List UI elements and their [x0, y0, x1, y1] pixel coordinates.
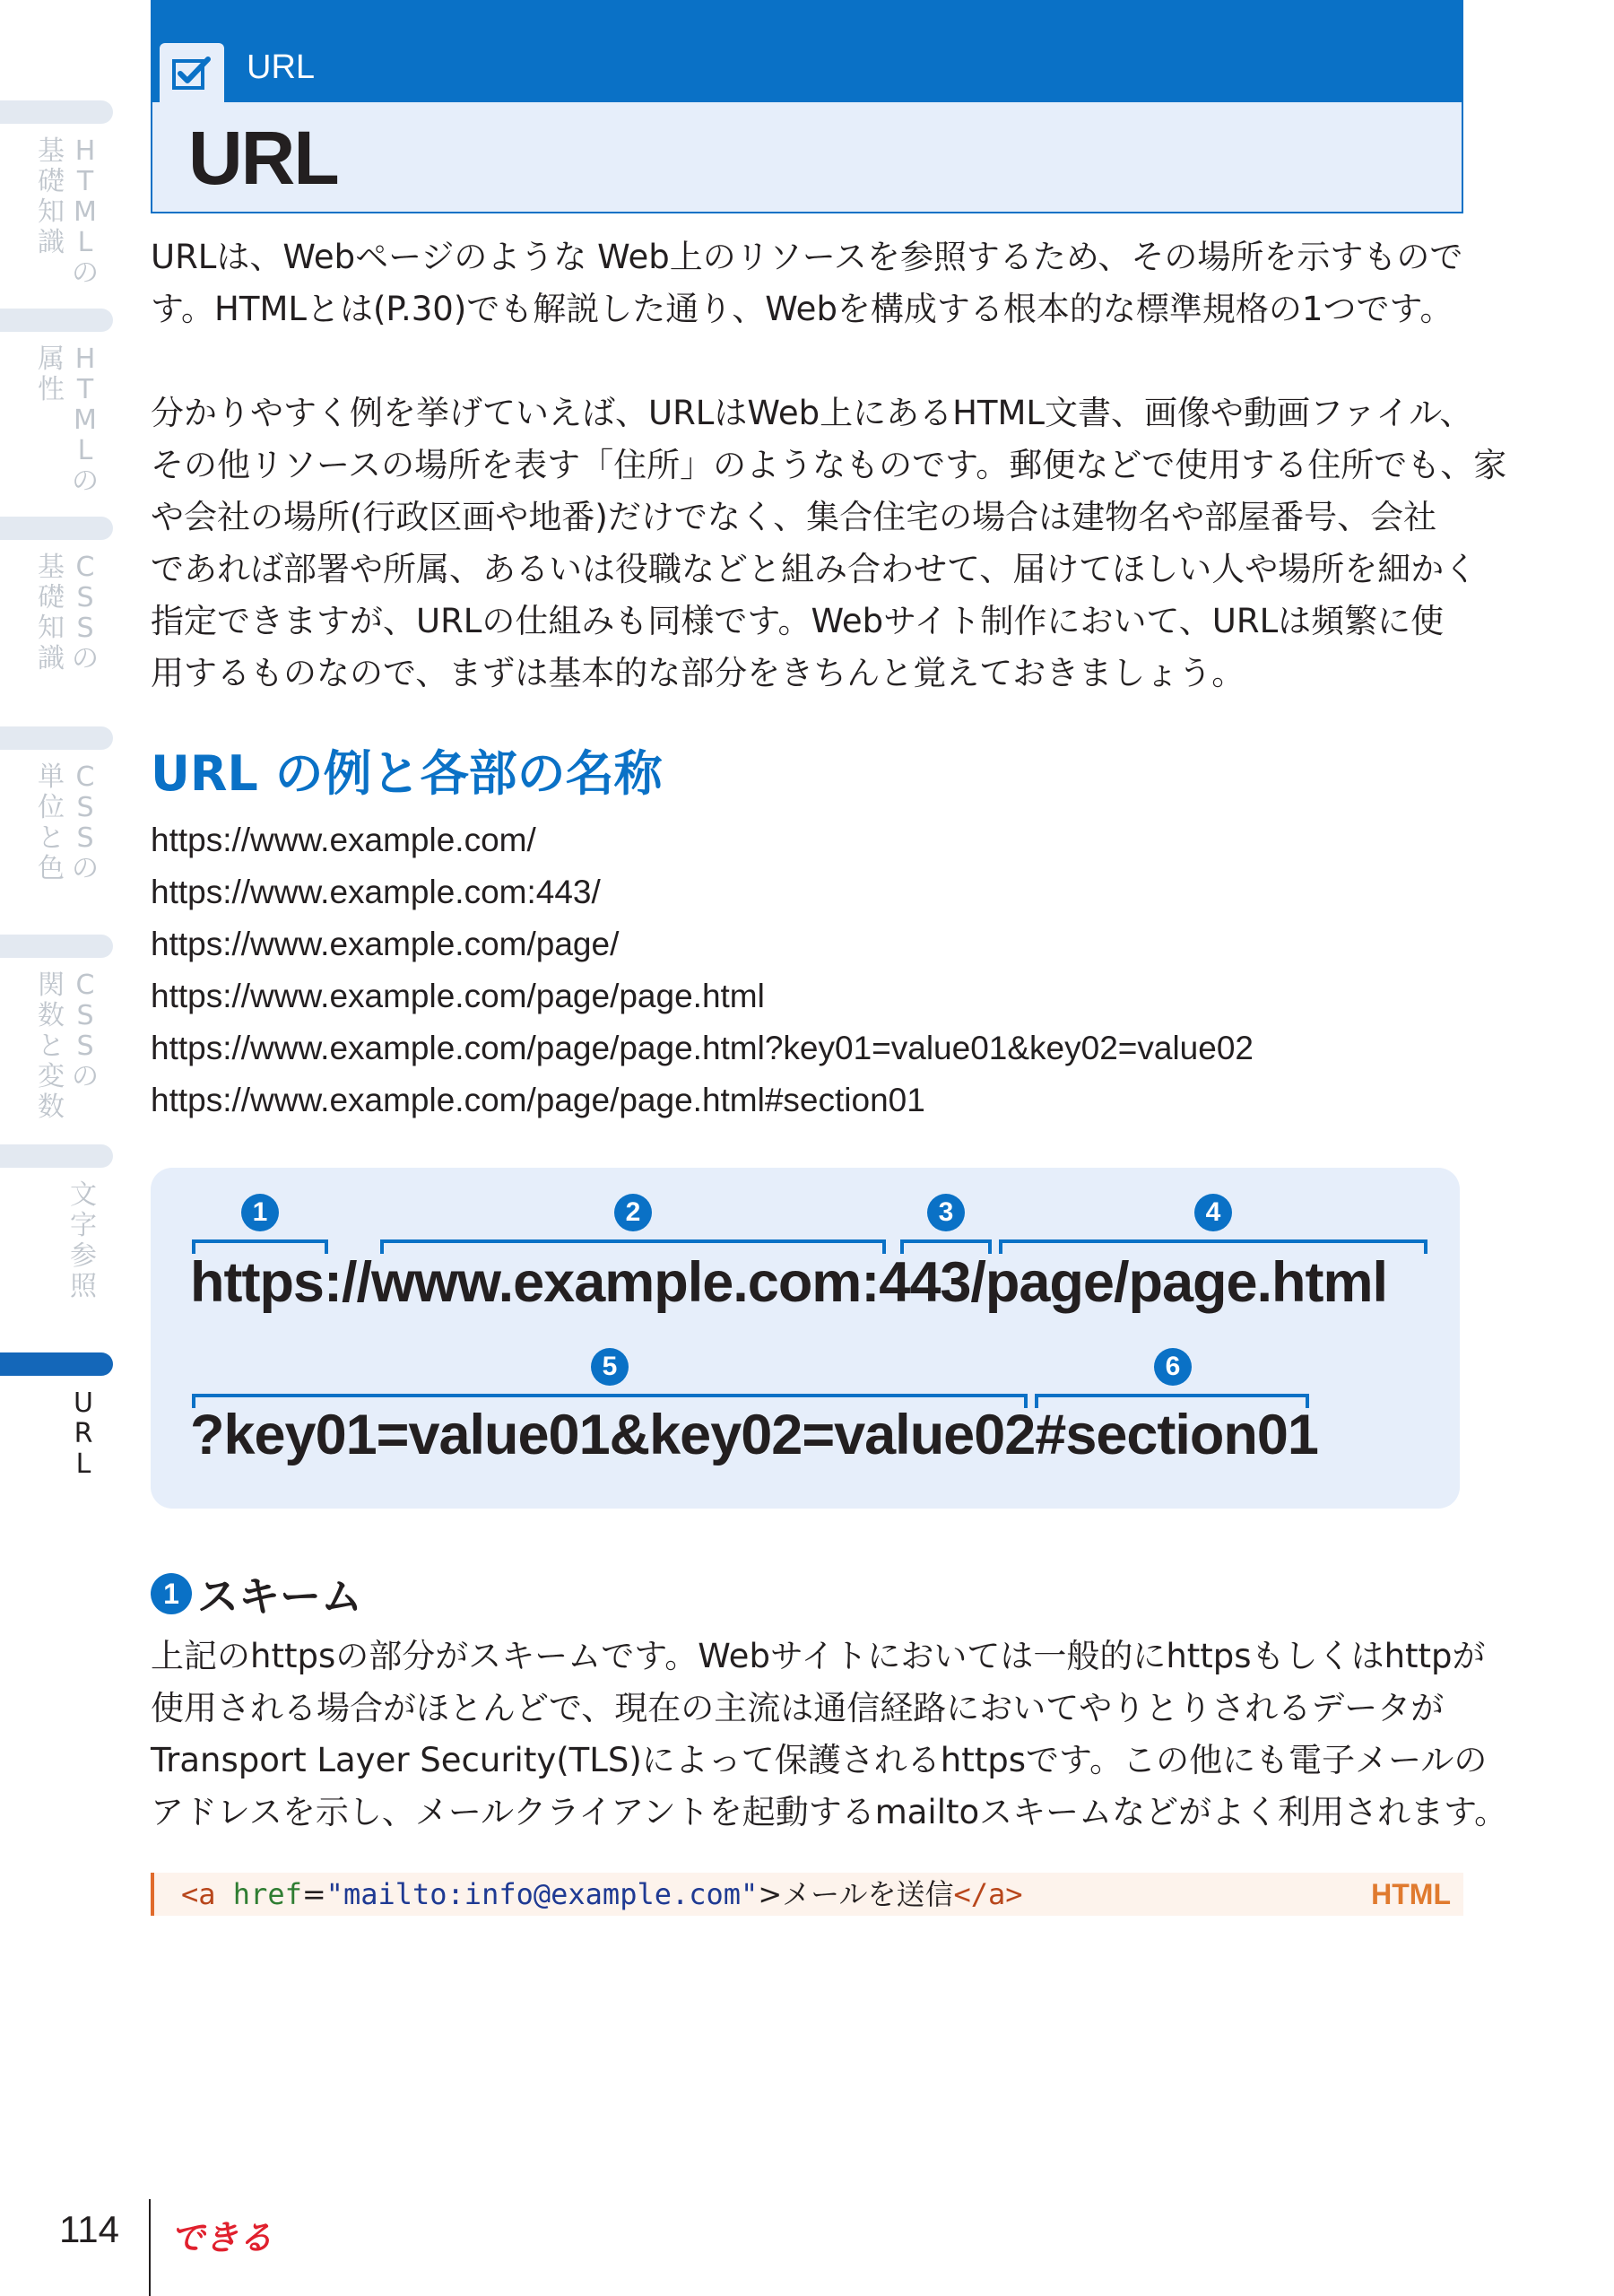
side-index-column: 関 数 と 変 数 [38, 970, 65, 1123]
side-index-bar [0, 1352, 113, 1376]
part-marker-2: 2 [625, 1197, 641, 1227]
side-index-column: C S S の [72, 761, 99, 884]
intro-line: URLは、Webページのような Web上のリソースを参照するため、その場所を示すもので [151, 238, 1463, 276]
explain-line: 分かりやすく例を挙げていえば、URLはWeb上にあるHTML文書、画像や動画ファイル、 [151, 394, 1473, 432]
intro-paragraph [151, 231, 1469, 335]
section-title-box [151, 102, 1463, 213]
code-tag-close: </a> [953, 1877, 1023, 1911]
scheme-paragraph [151, 1631, 1508, 1839]
side-index-column: 基 礎 知 識 [38, 552, 65, 674]
side-index-bar [0, 935, 113, 958]
part-marker-1: 1 [252, 1197, 268, 1227]
code-line [181, 1876, 1023, 1912]
explain-paragraph [151, 387, 1507, 700]
code-tag-open: <a [181, 1877, 216, 1911]
code-value: "mailto:info@example.com" [325, 1877, 759, 1911]
code-text: メールを送信 [782, 1877, 954, 1911]
url-parts-diagram [151, 1168, 1460, 1509]
url-example: https://www.example.com/page/ [151, 926, 620, 962]
url-example: https://www.example.com/ [151, 822, 536, 858]
side-index-column: C S S の [72, 970, 99, 1092]
side-index-bar [0, 1144, 113, 1168]
side-index-column: H T M L の [72, 344, 99, 497]
scheme-line: 使用される場合がほとんどで、現在の主流は通信経路においてやりとりされるデータが [151, 1689, 1445, 1727]
explain-line: や会社の場所(行政区画や地番)だけでなく、集合住宅の場合は建物名や部屋番号、会社 [151, 498, 1437, 536]
side-index-bar [0, 100, 113, 124]
brand-logo: できる [170, 2218, 273, 2257]
part-marker-4: 4 [1205, 1197, 1221, 1227]
side-index-column: 文 字 参 照 [70, 1179, 97, 1302]
diagram-url-line1: https://www.example.com:443/page/page.html [190, 1251, 1387, 1314]
footer-divider [149, 2199, 151, 2296]
section-header-tab [160, 43, 224, 103]
explain-line: であれば部署や所属、あるいは役職などと組み合わせて、届けてほしい人や場所を細かく [151, 550, 1478, 588]
side-index-bar [0, 726, 113, 750]
side-index-column: C S S の [72, 552, 99, 674]
section-category: URL [247, 48, 316, 86]
url-example-list [151, 814, 1254, 1126]
url-example: https://www.example.com:443/ [151, 874, 601, 910]
code-sample [151, 1873, 1463, 1916]
scheme-line: Transport Layer Security(TLS)によって保護されるhttpsです。この他にも電子メールの [151, 1741, 1488, 1779]
explain-line: 用するものなので、まずは基本的な部分をきちんと覚えておきましょう。 [151, 654, 1245, 692]
side-index-column: 属 性 [38, 344, 65, 405]
explain-line: 指定できますが、URLの仕組みも同様です。Webサイト制作において、URLは頻繁に使 [151, 602, 1445, 640]
code-attr: href [232, 1877, 302, 1911]
url-example: https://www.example.com/page/page.html#section01 [151, 1082, 925, 1118]
side-index-bar [0, 309, 113, 332]
side-index-label [36, 762, 100, 884]
intro-line: す。HTMLとは(P.30)でも解説した通り、Webを構成する根本的な標準規格の1つです。 [151, 290, 1453, 328]
side-index-label [36, 136, 100, 289]
page-number: 114 [59, 2208, 119, 2250]
code-gt: > [758, 1877, 783, 1911]
section-header-bar [151, 0, 1463, 103]
scheme-heading [151, 1564, 362, 1623]
side-index-column: 基 礎 知 識 [38, 135, 65, 258]
side-index-label [68, 1180, 99, 1302]
url-example: https://www.example.com/page/page.html?key01=value01&key02=value02 [151, 1030, 1254, 1066]
scheme-line: アドレスを示し、メールクライアントを起動するmailtoスキームなどがよく利用されます。 [151, 1793, 1508, 1831]
side-index-column: H T M L の [72, 135, 99, 289]
scheme-line: 上記のhttpsの部分がスキームです。Webサイトにおいては一般的にhttpsもしくはhttpが [151, 1637, 1486, 1675]
side-index-label [68, 1388, 99, 1480]
scheme-heading-text: スキーム [197, 1572, 362, 1621]
scheme-number-badge: 1 [151, 1573, 192, 1614]
side-index-label [36, 344, 100, 497]
part-marker-5: 5 [602, 1352, 618, 1381]
code-eq: = [301, 1877, 326, 1911]
examples-heading: URL の例と各部の名称 [151, 745, 663, 802]
url-example: https://www.example.com/page/page.html [151, 978, 765, 1014]
diagram-url-line2: ?key01=value01&key02=value02#section01 [190, 1404, 1318, 1466]
checkbox-icon [172, 56, 212, 91]
explain-line: その他リソースの場所を表す「住所」のようなものです。郵便などで使用する住所でも、家 [151, 446, 1507, 484]
part-marker-3: 3 [938, 1197, 954, 1227]
page-title: URL [188, 116, 338, 200]
side-index-column: 単 位 と 色 [38, 761, 65, 884]
side-index-column: U R L [74, 1387, 93, 1480]
side-index-bar [0, 517, 113, 540]
side-index-label [36, 970, 100, 1123]
part-marker-6: 6 [1165, 1352, 1181, 1381]
side-index-label [36, 552, 100, 674]
code-language-label: HTML [1371, 1878, 1451, 1910]
